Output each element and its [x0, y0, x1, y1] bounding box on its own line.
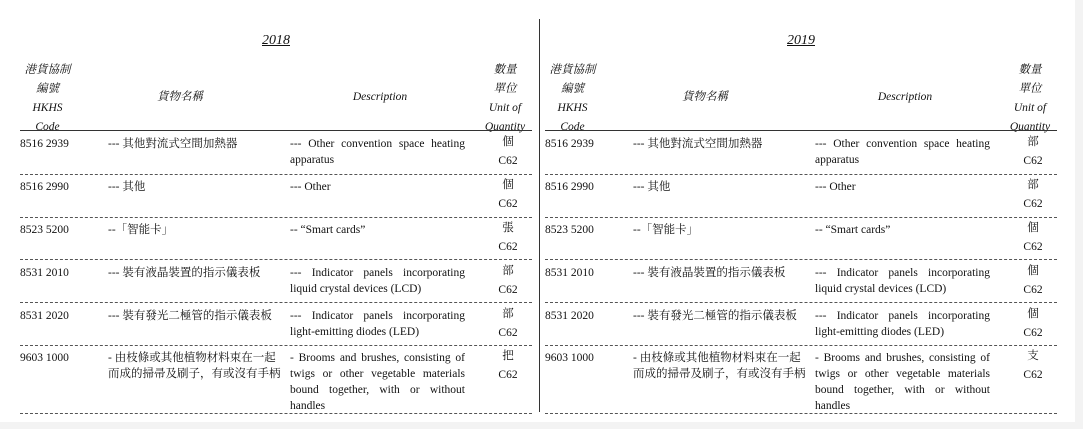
chinese-name: --「智能卡」 — [633, 224, 699, 236]
row-divider — [20, 413, 532, 414]
hs-code: 9603 1000 — [545, 352, 594, 364]
header-code: 港貨協制 編號 HKHS Code — [24, 64, 71, 133]
hs-code: 8531 2010 — [20, 267, 69, 279]
row-divider — [545, 259, 1057, 260]
hs-code: 8531 2020 — [20, 310, 69, 322]
description: - Brooms and brushes, consisting of twigs or other vegetable materials bound together, with or without handles — [815, 352, 990, 412]
hs-code: 8516 2990 — [20, 181, 69, 193]
row-divider — [20, 345, 532, 346]
chinese-name: - 由枝條或其他植物材料束在一起而成的掃帚及刷子，有或沒有手柄 — [108, 352, 281, 380]
row-divider — [20, 174, 532, 175]
unit: 個 C62 — [1023, 308, 1043, 339]
unit: 個 C62 — [1023, 265, 1043, 296]
header-rule — [545, 130, 1057, 131]
table-2019 — [545, 0, 1057, 422]
unit: 個 C62 — [1023, 222, 1043, 253]
year-heading: 2018 — [262, 33, 290, 48]
description: - Brooms and brushes, consisting of twigs or other vegetable materials bound together, with or without handles — [290, 352, 465, 412]
unit: 個 C62 — [498, 136, 518, 167]
header-chinese-name: 貨物名稱 — [157, 91, 203, 103]
chinese-name: - 由枝條或其他植物材料束在一起而成的掃帚及刷子，有或沒有手柄 — [633, 352, 806, 380]
row-divider — [20, 217, 532, 218]
description: --- Other — [290, 181, 331, 193]
hs-code: 9603 1000 — [20, 352, 69, 364]
description: --- Other convention space heating apparatus — [815, 138, 990, 166]
unit: 個 C62 — [498, 179, 518, 210]
hs-code: 8516 2939 — [545, 138, 594, 150]
chinese-name: --- 裝有液晶裝置的指示儀表板 — [633, 267, 786, 279]
unit: 部 C62 — [1023, 136, 1043, 167]
description: -- “Smart cards” — [815, 224, 891, 236]
chinese-name: --- 裝有發光二極管的指示儀表板 — [633, 310, 797, 322]
hs-code: 8523 5200 — [20, 224, 69, 236]
row-divider — [545, 345, 1057, 346]
chinese-name: --- 其他對流式空間加熱器 — [633, 138, 763, 150]
unit: 部 C62 — [498, 308, 518, 339]
header-description: Description — [352, 91, 408, 103]
description: --- Indicator panels incorporating light-emitting diodes (LED) — [290, 310, 465, 338]
hs-code: 8516 2939 — [20, 138, 69, 150]
description: --- Other convention space heating apparatus — [290, 138, 465, 166]
chinese-name: --- 裝有液晶裝置的指示儀表板 — [108, 267, 261, 279]
unit: 支 C62 — [1023, 350, 1043, 381]
row-divider — [545, 413, 1057, 414]
header-unit: 數量 單位 Unit of Quantity — [1009, 64, 1051, 133]
year-heading: 2019 — [787, 33, 815, 48]
table-2018 — [20, 0, 532, 422]
description: --- Indicator panels incorporating liquid crystal devices (LCD) — [815, 267, 990, 295]
header-description: Description — [877, 91, 933, 103]
description: -- “Smart cards” — [290, 224, 366, 236]
hs-code: 8523 5200 — [545, 224, 594, 236]
unit: 部 C62 — [1023, 179, 1043, 210]
chinese-name: --「智能卡」 — [108, 224, 174, 236]
description: --- Indicator panels incorporating liquid crystal devices (LCD) — [290, 267, 465, 295]
unit: 張 C62 — [498, 222, 518, 253]
header-unit: 數量 單位 Unit of Quantity — [484, 64, 526, 133]
chinese-name: --- 裝有發光二極管的指示儀表板 — [108, 310, 272, 322]
chinese-name: --- 其他 — [108, 181, 146, 193]
hs-code: 8516 2990 — [545, 181, 594, 193]
header-chinese-name: 貨物名稱 — [682, 91, 728, 103]
chinese-name: --- 其他 — [633, 181, 671, 193]
header-rule — [20, 130, 532, 131]
row-divider — [20, 259, 532, 260]
row-divider — [20, 302, 532, 303]
description: --- Other — [815, 181, 856, 193]
hs-code: 8531 2010 — [545, 267, 594, 279]
description: --- Indicator panels incorporating light-emitting diodes (LED) — [815, 310, 990, 338]
hs-code: 8531 2020 — [545, 310, 594, 322]
center-divider — [539, 19, 540, 412]
row-divider — [545, 217, 1057, 218]
unit: 部 C62 — [498, 265, 518, 296]
chinese-name: --- 其他對流式空間加熱器 — [108, 138, 238, 150]
row-divider — [545, 302, 1057, 303]
header-code: 港貨協制 編號 HKHS Code — [549, 64, 596, 133]
unit: 把 C62 — [498, 350, 518, 381]
row-divider — [545, 174, 1057, 175]
